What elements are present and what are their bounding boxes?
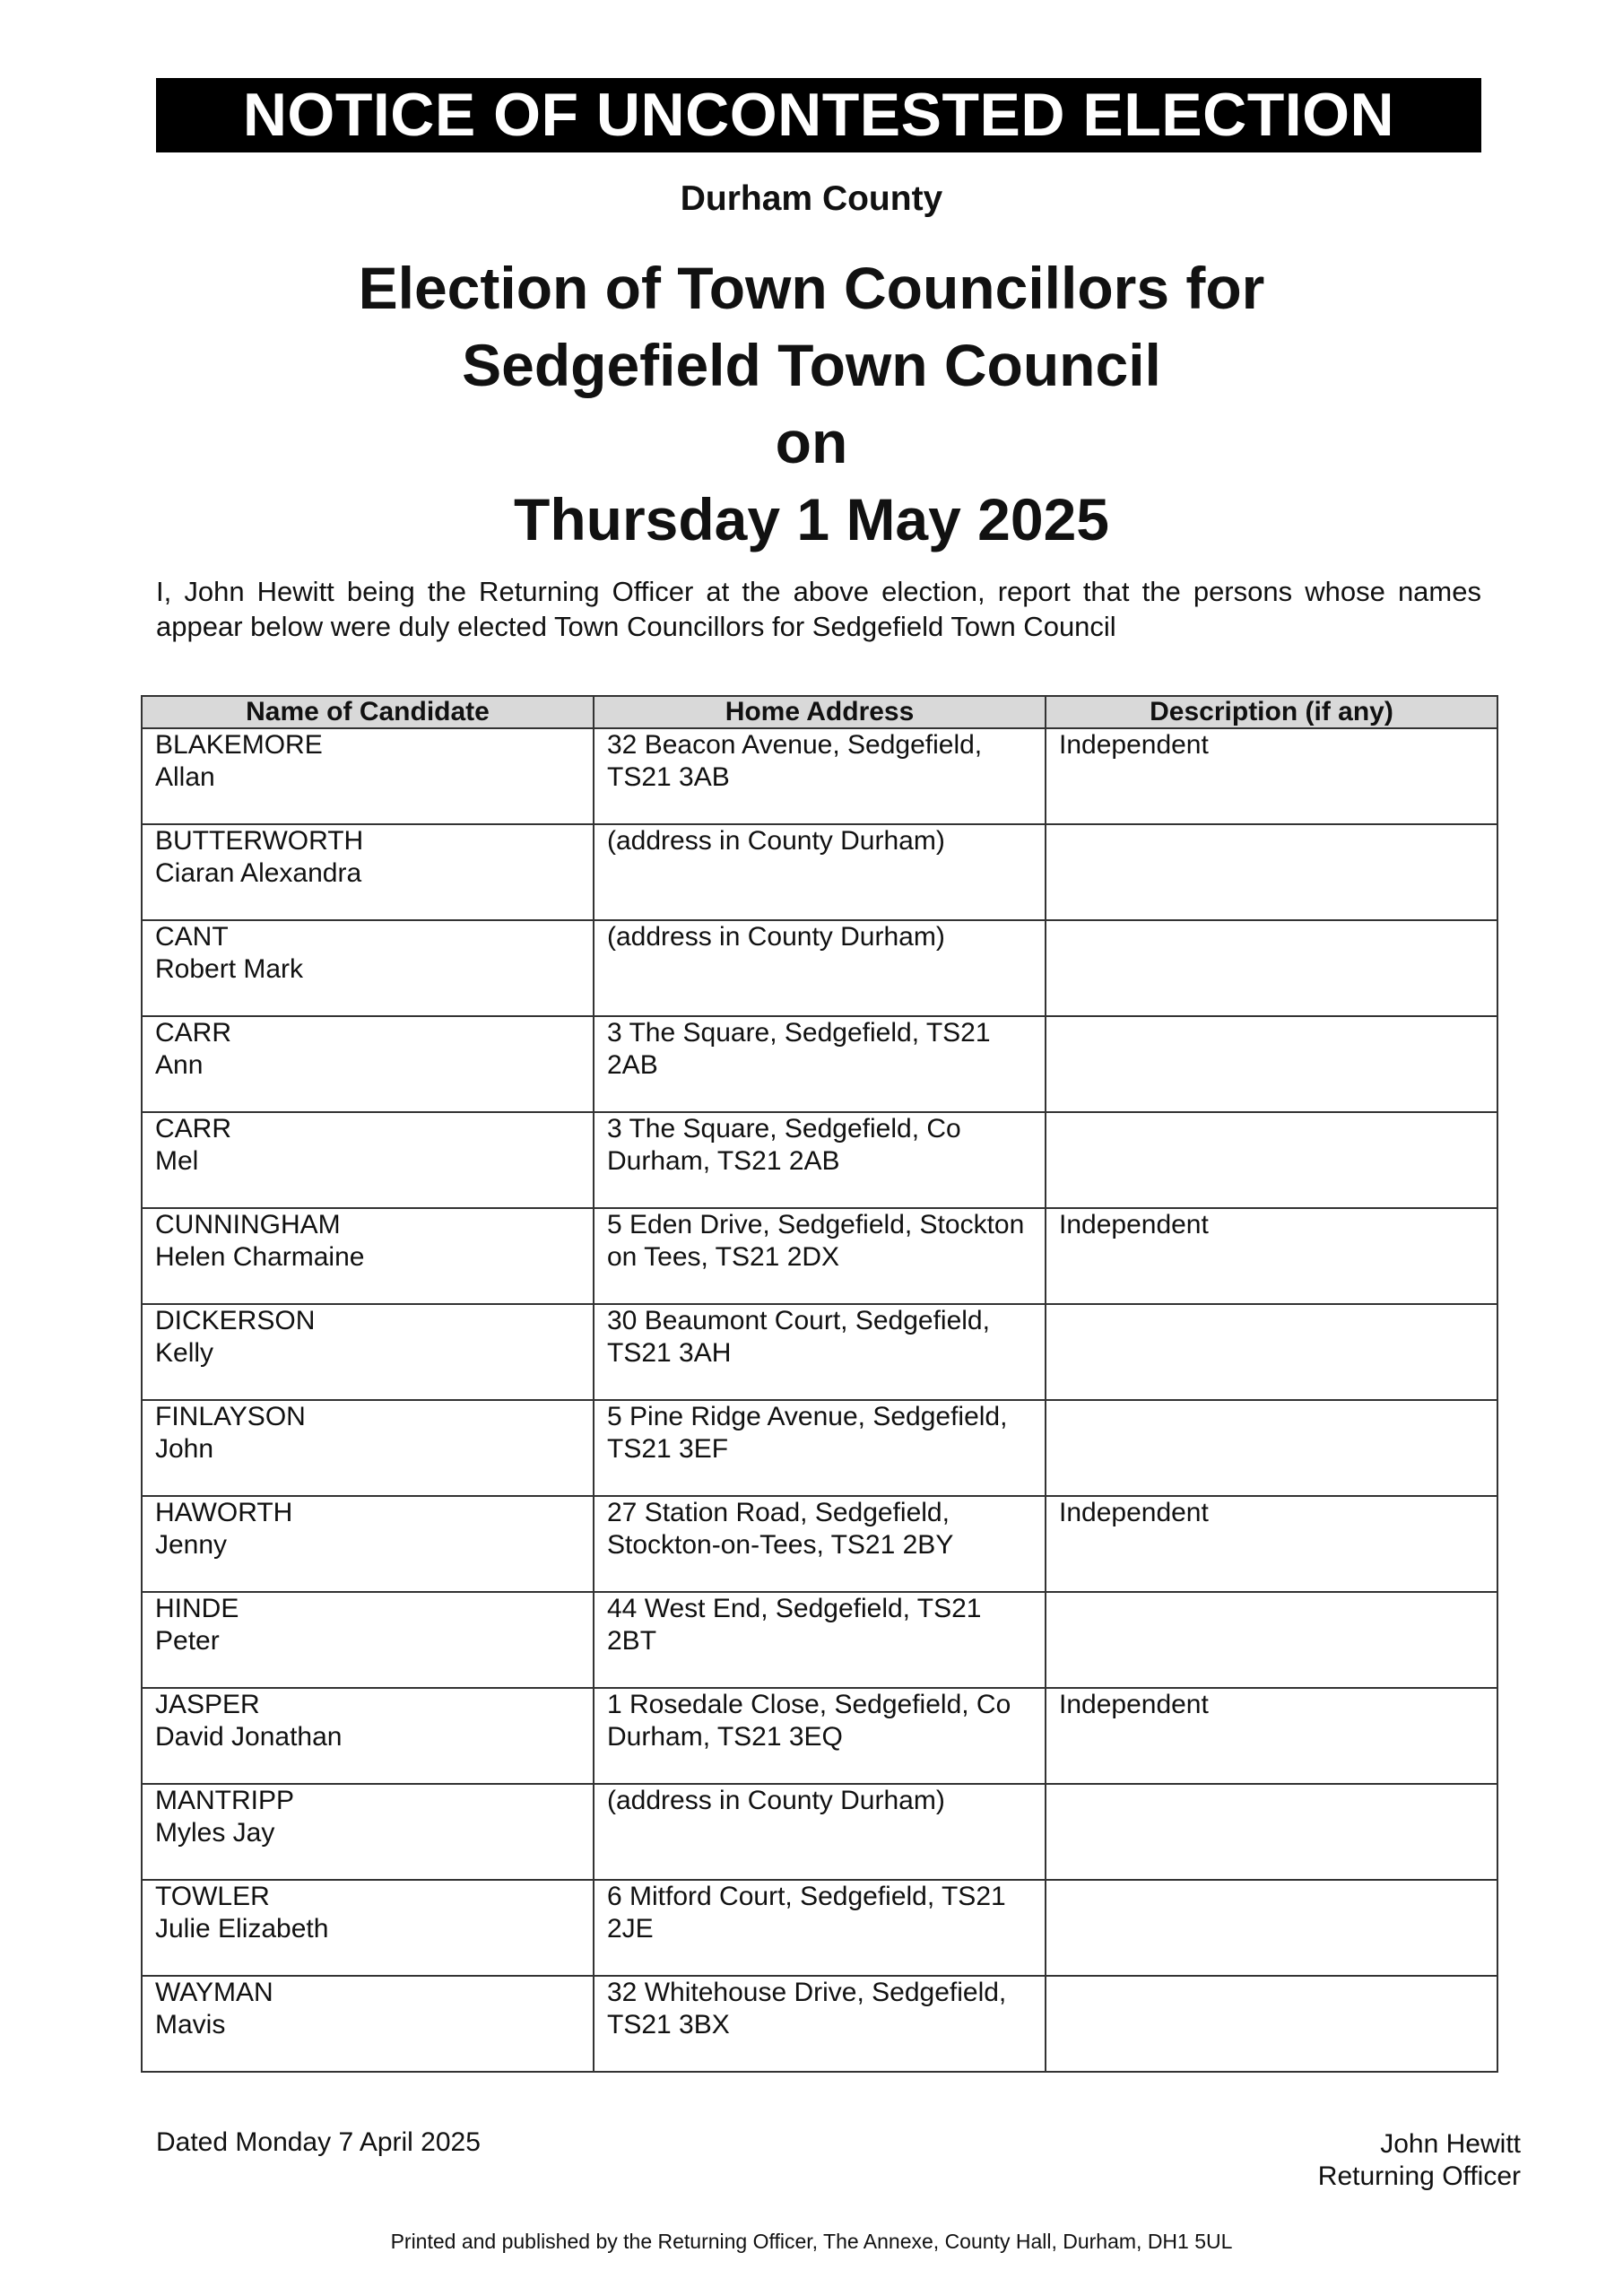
candidate-forenames: Peter [155, 1626, 220, 1656]
candidates-table [141, 695, 1498, 2073]
imprint-line: Printed and published by the Returning Officer, The Annexe, County Hall, Durham, DH1 5UL [390, 2230, 1233, 2253]
title-line: Sedgefield Town Council [462, 332, 1161, 398]
candidate-forenames: Julie Elizabeth [155, 1914, 329, 1944]
candidate-name-cell [142, 1208, 594, 1304]
candidate-name-cell [142, 1976, 594, 2072]
candidate-forenames: Mel [155, 1146, 199, 1176]
candidate-name-cell [142, 1304, 594, 1400]
candidate-surname: HINDE [155, 1594, 239, 1623]
candidate-address: 32 Whitehouse Drive, Sedgefield, TS21 3BX [594, 1976, 1046, 2072]
candidate-name-cell [142, 1496, 594, 1592]
candidate-forenames: David Jonathan [155, 1722, 343, 1752]
table-row [142, 1592, 1497, 1688]
candidate-surname: MANTRIPP [155, 1786, 295, 1815]
candidate-description: Independent [1046, 1208, 1497, 1304]
candidate-address: 30 Beaumont Court, Sedgefield, TS21 3AH [594, 1304, 1046, 1400]
candidate-description [1046, 1400, 1497, 1496]
candidate-description: Independent [1046, 1688, 1497, 1784]
table-row [142, 1208, 1497, 1304]
candidate-surname: FINLAYSON [155, 1402, 306, 1431]
table-row [142, 1400, 1497, 1496]
candidate-name-cell [142, 1112, 594, 1208]
candidate-name-cell [142, 920, 594, 1016]
candidate-description: Independent [1046, 1496, 1497, 1592]
candidate-rows [142, 728, 1497, 2072]
intro-paragraph: I, John Hewitt being the Returning Officer at the above election, report that the persons whose names appear below were duly elected Town Councillors for Sedgefield Town Council [156, 576, 1481, 642]
candidate-description [1046, 824, 1497, 920]
candidate-name-cell [142, 728, 594, 824]
candidate-description: Independent [1046, 728, 1497, 824]
title-line: on [775, 409, 848, 475]
table-row [142, 1112, 1497, 1208]
candidate-surname: CARR [155, 1114, 232, 1144]
candidate-address: 3 The Square, Sedgefield, TS21 2AB [594, 1016, 1046, 1112]
table-row [142, 1784, 1497, 1880]
candidate-description [1046, 1112, 1497, 1208]
table-header-row [142, 696, 1497, 728]
candidate-forenames: Helen Charmaine [155, 1242, 365, 1272]
table-row [142, 920, 1497, 1016]
candidate-forenames: Jenny [155, 1530, 228, 1560]
candidate-address: (address in County Durham) [594, 1784, 1046, 1880]
candidate-address: 32 Beacon Avenue, Sedgefield, TS21 3AB [594, 728, 1046, 824]
candidate-address: (address in County Durham) [594, 824, 1046, 920]
candidate-description [1046, 1784, 1497, 1880]
table-row [142, 1880, 1497, 1976]
table-row [142, 824, 1497, 920]
candidate-name-cell [142, 1400, 594, 1496]
signature-block [1318, 2128, 1521, 2193]
candidate-address: (address in County Durham) [594, 920, 1046, 1016]
table-row [142, 728, 1497, 824]
candidate-address: 44 West End, Sedgefield, TS21 2BT [594, 1592, 1046, 1688]
notice-banner: NOTICE OF UNCONTESTED ELECTION [156, 78, 1481, 152]
title-line: Election of Town Councillors for [358, 255, 1265, 321]
candidate-surname: CARR [155, 1018, 232, 1048]
table-row [142, 1688, 1497, 1784]
header-name-of-candidate: Name of Candidate [142, 696, 594, 728]
candidate-name-cell [142, 1880, 594, 1976]
candidate-description [1046, 1592, 1497, 1688]
officer-title: Returning Officer [1317, 2161, 1521, 2191]
table-row [142, 1016, 1497, 1112]
candidate-surname: TOWLER [155, 1882, 270, 1911]
title-line: Thursday 1 May 2025 [514, 486, 1109, 552]
candidate-forenames: John [155, 1434, 214, 1464]
candidate-forenames: Myles Jay [155, 1818, 275, 1848]
table-row [142, 1496, 1497, 1592]
candidate-name-cell [142, 1016, 594, 1112]
candidate-surname: CUNNINGHAM [155, 1210, 341, 1239]
dated-line: Dated Monday 7 April 2025 [156, 2127, 481, 2157]
candidate-surname: HAWORTH [155, 1498, 293, 1527]
candidate-address: 5 Eden Drive, Sedgefield, Stockton on Tees, TS21 2DX [594, 1208, 1046, 1304]
header-home-address: Home Address [594, 696, 1046, 728]
header-description: Description (if any) [1046, 696, 1497, 728]
candidate-surname: DICKERSON [155, 1306, 316, 1335]
table-row [142, 1976, 1497, 2072]
candidate-address: 3 The Square, Sedgefield, Co Durham, TS21 2AB [594, 1112, 1046, 1208]
candidate-name-cell [142, 824, 594, 920]
candidate-address: 6 Mitford Court, Sedgefield, TS21 2JE [594, 1880, 1046, 1976]
candidate-description [1046, 1016, 1497, 1112]
candidate-description [1046, 1304, 1497, 1400]
candidate-surname: CANT [155, 922, 229, 952]
candidate-surname: BLAKEMORE [155, 730, 323, 760]
candidate-name-cell [142, 1592, 594, 1688]
candidate-description [1046, 1976, 1497, 2072]
candidate-surname: WAYMAN [155, 1978, 273, 2007]
officer-name: John Hewitt [1380, 2129, 1521, 2159]
candidate-name-cell [142, 1784, 594, 1880]
candidate-forenames: Kelly [155, 1338, 214, 1368]
candidate-forenames: Allan [155, 762, 215, 792]
election-title [0, 249, 1623, 558]
candidate-surname: BUTTERWORTH [155, 826, 364, 856]
table-row [142, 1304, 1497, 1400]
candidate-forenames: Ciaran Alexandra [155, 858, 362, 888]
candidate-forenames: Robert Mark [155, 954, 304, 984]
candidate-name-cell [142, 1688, 594, 1784]
candidate-address: 5 Pine Ridge Avenue, Sedgefield, TS21 3EF [594, 1400, 1046, 1496]
candidate-surname: JASPER [155, 1690, 260, 1719]
candidate-description [1046, 1880, 1497, 1976]
county-name: Durham County [680, 179, 943, 218]
candidate-forenames: Mavis [155, 2010, 226, 2039]
candidate-address: 27 Station Road, Sedgefield, Stockton-on-Tees, TS21 2BY [594, 1496, 1046, 1592]
candidate-description [1046, 920, 1497, 1016]
candidate-forenames: Ann [155, 1050, 204, 1080]
candidate-address: 1 Rosedale Close, Sedgefield, Co Durham, TS21 3EQ [594, 1688, 1046, 1784]
